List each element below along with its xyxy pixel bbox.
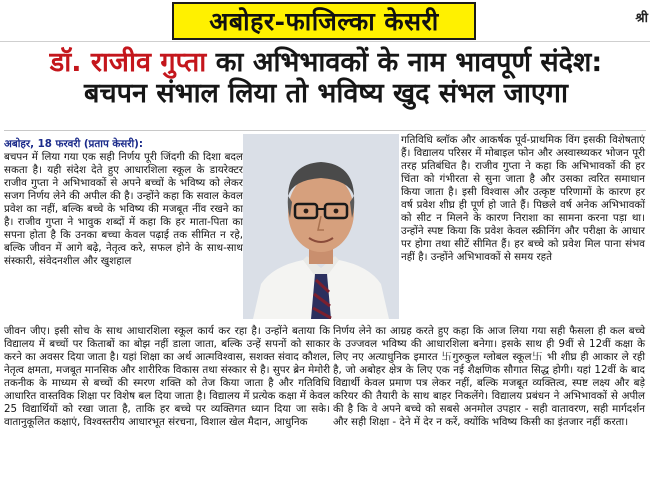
article-paragraph-left: बचपन में लिया गया एक सही निर्णय पूरी जिंदगी की दिशा बदल सकता है। यही संदेश देते हुए आधारशिला स्कूल के डायरेक्टर राजीव गुप्ता ने अभिभावकों से अपने बच्चों के भविष्य को लेकर सजग निर्णय लेने की अपील की है। उन्होंने कहा कि सवाल केवल प्रवेश का नहीं, बल्कि बच्चे के भविष्य की मजबूत नींव रखने का है। राजीव गुप्ता ने भावुक शब्दों में कहा कि हर माता-पिता का सपना होता है कि उनका बच्चा केवल पढ़ाई तक सीमित न रहे, बल्कि जीवन में आगे बढ़े, नेतृत्व करे, सफल होने के साथ-साथ संस्कारी, संवेदनशील और खुशहाल (4, 151, 243, 268)
article-paragraph-right: गतिविधि ब्लॉक और आकर्षक पूर्व-प्राथमिक विंग इसकी विशेषताएं हैं। विद्यालय परिसर में मोबाइल फोन और अस्वास्थ्यकर भोजन पूरी तरह प्रतिबंधित है। राजीव गुप्ता ने कहा कि अभिभावकों की हर चिंता को गंभीरता से सुना जाता है और उसका त्वरित समाधान किया जाता है। इसी विश्वास और उत्कृष्ट परिणामों के कारण हर वर्ष प्रवेश शीघ्र ही पूर्ण हो जाते हैं। पिछले वर्ष अनेक अभिभावकों को सीट न मिलने के कारण निराशा का सामना करना पड़ा था। उन्होंने स्पष्ट किया कि प्रवेश केवल स्क्रीनिंग और परीक्षा के आधार पर होगा तथा सीटें सीमित हैं। हर बच्चे को प्रवेश मिल पाना संभव नहीं है। उन्होंने अभिभावकों से समय रहते (401, 134, 645, 264)
article-column-bottom-left (4, 325, 330, 429)
masthead-box (172, 2, 476, 40)
article-paragraph-bottom-right: निर्णय लेने का आग्रह करते हुए कहा कि आज लिया गया सही फैसला ही कल बच्चे के उज्जवल भविष्य की आधारशिला बनेगा। इसके साथ ही 9वीं से 12वीं कक्षा के लिए नए अत्याधुनिक इमारत 卐गुरुकुल ग्लोबल स्कूल卐 भी शीघ्र ही आकार ले रही है, जो अबोहर क्षेत्र के लिए एक नई शैक्षणिक सौगात सिद्ध होगी। यहां 12वीं के बाद विद्यार्थी केवल प्रमाण पत्र लेकर नहीं, बल्कि मजबूत व्यक्तित्व, स्पष्ट लक्ष्य और बड़े करियर की तैयारी के साथ बाहर निकलेंगे। विद्यालय प्रबंधन ने अभिभावकों से अपील की है कि वे अपने बच्चे को सबसे अनमोल उपहार - सही वातावरण, सही मार्गदर्शन और सही शिक्षा - देने में देर न करें, क्योंकि भविष्य किसी का इंतजार नहीं करता। (333, 325, 645, 429)
masthead-corner-text: श्री (635, 11, 648, 26)
masthead-band (0, 0, 650, 42)
headline-line-2: बचपन संभाल लिया तो भविष्य खुद संभल जाएगा (84, 78, 568, 110)
article-column-bottom-right (333, 325, 645, 429)
headline-name: डॉ. राजीव गुप्ता (49, 47, 207, 78)
headline-divider (4, 130, 646, 131)
article-column-left (4, 138, 243, 268)
headline-line-1 (6, 48, 646, 78)
article-column-right (401, 134, 645, 264)
portrait-illustration (243, 134, 399, 319)
article-dateline: अबोहर, 18 फरवरी (प्रताप केसरी): (4, 138, 143, 150)
article-paragraph-bottom-left: जीवन जीए। इसी सोच के साथ आधारशिला स्कूल कार्य कर रहा है। उन्होंने बताया कि विद्यालय में बच्चों पर किताबों का बोझ नहीं डाला जाता, बल्कि उन्हें सपनों को साकार करने का अवसर दिया जाता है। यहां शिक्षा का अर्थ आत्मविश्वास, सशक्त संवाद कौशल, नेतृत्व क्षमता, मजबूत मानसिक और शारीरिक विकास तथा संस्कार से है। सुपर ब्रेन मेमोरी तकनीक के माध्यम से बच्चों की स्मरण शक्ति को तेज किया जाता है और गतिविधि आधारित वास्तविक शिक्षा पर विशेष बल दिया जाता है। विद्यालय में प्रत्येक कक्षा में केवल 25 विद्यार्थियों को रखा जाता है, ताकि हर बच्चे पर व्यक्तिगत ध्यान दिया जा सके। वातानुकूलित कक्षाएं, विश्वस्तरीय आधारभूत संरचना, विशाल खेल मैदान, आधुनिक (4, 325, 330, 429)
headline (6, 48, 646, 109)
masthead-title: अबोहर-फाजिल्का केसरी (209, 7, 439, 36)
headline-subject: का अभिभावकों के नाम भावपूर्ण संदेश: (215, 47, 603, 78)
portrait-photo (243, 134, 399, 319)
